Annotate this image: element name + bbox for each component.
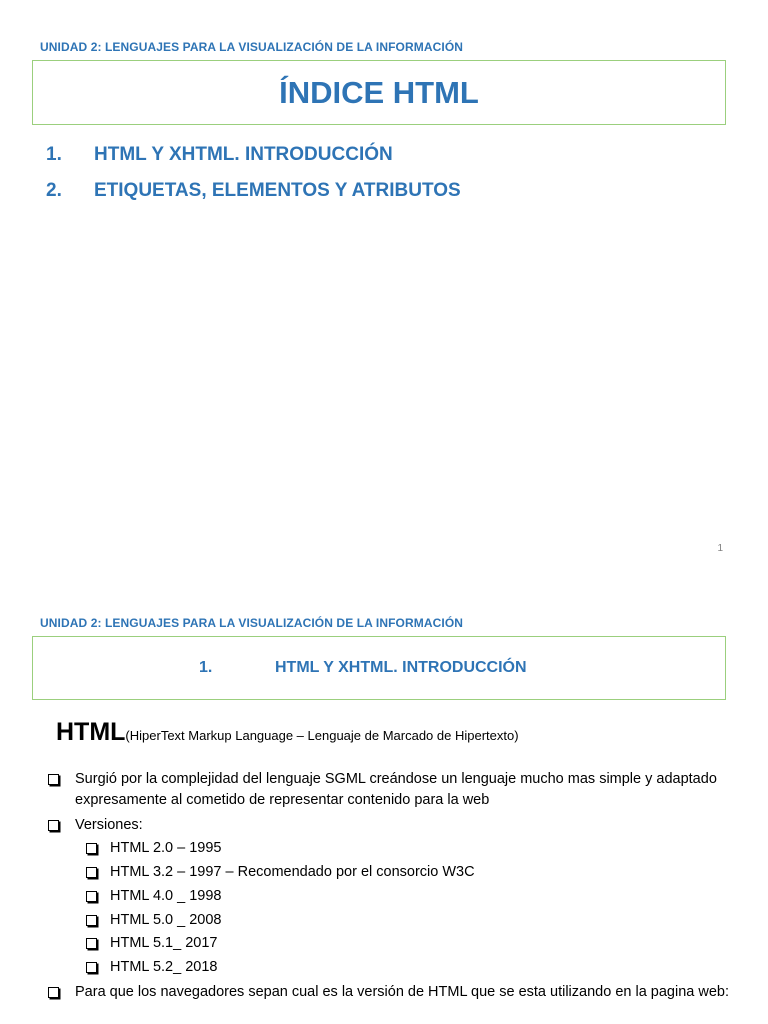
html-heading-subtitle: (HiperText Markup Language – Lenguaje de Marcado de Hipertexto): [125, 728, 519, 743]
checkbox-bullet-icon: [86, 843, 97, 854]
version-item: [110, 957, 217, 978]
version-text: HTML 5.0 _ 2008: [110, 912, 222, 928]
checkbox-bullet-icon: [48, 774, 59, 785]
section-title: HTML Y XHTML. INTRODUCCIÓN: [275, 659, 527, 676]
toc-item-number: 2.: [46, 180, 62, 201]
toc-item[interactable]: [46, 144, 393, 166]
version-text: HTML 3.2 – 1997 – Recomendado por el consorcio W3C: [110, 864, 475, 880]
index-title: ÍNDICE HTML: [279, 74, 479, 110]
version-item: [110, 910, 222, 931]
page-number: 1: [717, 543, 723, 554]
checkbox-bullet-icon: [86, 915, 97, 926]
version-text: HTML 2.0 – 1995: [110, 840, 222, 856]
version-item: [110, 862, 475, 883]
version-text: HTML 5.1_ 2017: [110, 935, 218, 951]
checkbox-bullet-icon: [48, 987, 59, 998]
bullet-text: Versiones:: [75, 817, 143, 833]
bullet-item: [75, 815, 735, 836]
checkbox-bullet-icon: [86, 962, 97, 973]
document-page-2: [0, 576, 768, 1024]
html-heading-big: HTML: [56, 718, 126, 746]
unit-header: UNIDAD 2: LENGUAJES PARA LA VISUALIZACIÓN DE LA INFORMACIÓN: [40, 40, 464, 54]
toc-item-label: ETIQUETAS, ELEMENTOS Y ATRIBUTOS: [94, 180, 461, 201]
bullet-text: Surgió por la complejidad del lenguaje SGML creándose un lenguaje mucho mas simple y adaptado expresamente al cometido de representar contenido para la web: [75, 771, 717, 808]
checkbox-bullet-icon: [86, 891, 97, 902]
version-item: [110, 933, 217, 954]
version-item: [110, 838, 222, 859]
bullet-text: Para que los navegadores sepan cual es la versión de HTML que se esta utilizando en la pagina web:: [75, 984, 729, 1000]
checkbox-bullet-icon: [86, 867, 97, 878]
version-item: [110, 886, 222, 907]
section-number: 1.: [199, 659, 213, 676]
html-heading: [56, 718, 519, 747]
toc-item-label: HTML Y XHTML. INTRODUCCIÓN: [94, 144, 393, 165]
toc-item[interactable]: [46, 180, 461, 202]
toc-item-number: 1.: [46, 144, 62, 165]
bullet-item: [75, 982, 735, 1003]
bullet-item: [75, 769, 735, 811]
section-title-box: [32, 636, 726, 700]
unit-header: UNIDAD 2: LENGUAJES PARA LA VISUALIZACIÓN DE LA INFORMACIÓN: [40, 616, 464, 630]
version-text: HTML 4.0 _ 1998: [110, 888, 222, 904]
index-title-box: [32, 60, 726, 125]
version-text: HTML 5.2_ 2018: [110, 959, 218, 975]
checkbox-bullet-icon: [86, 938, 97, 949]
checkbox-bullet-icon: [48, 820, 59, 831]
